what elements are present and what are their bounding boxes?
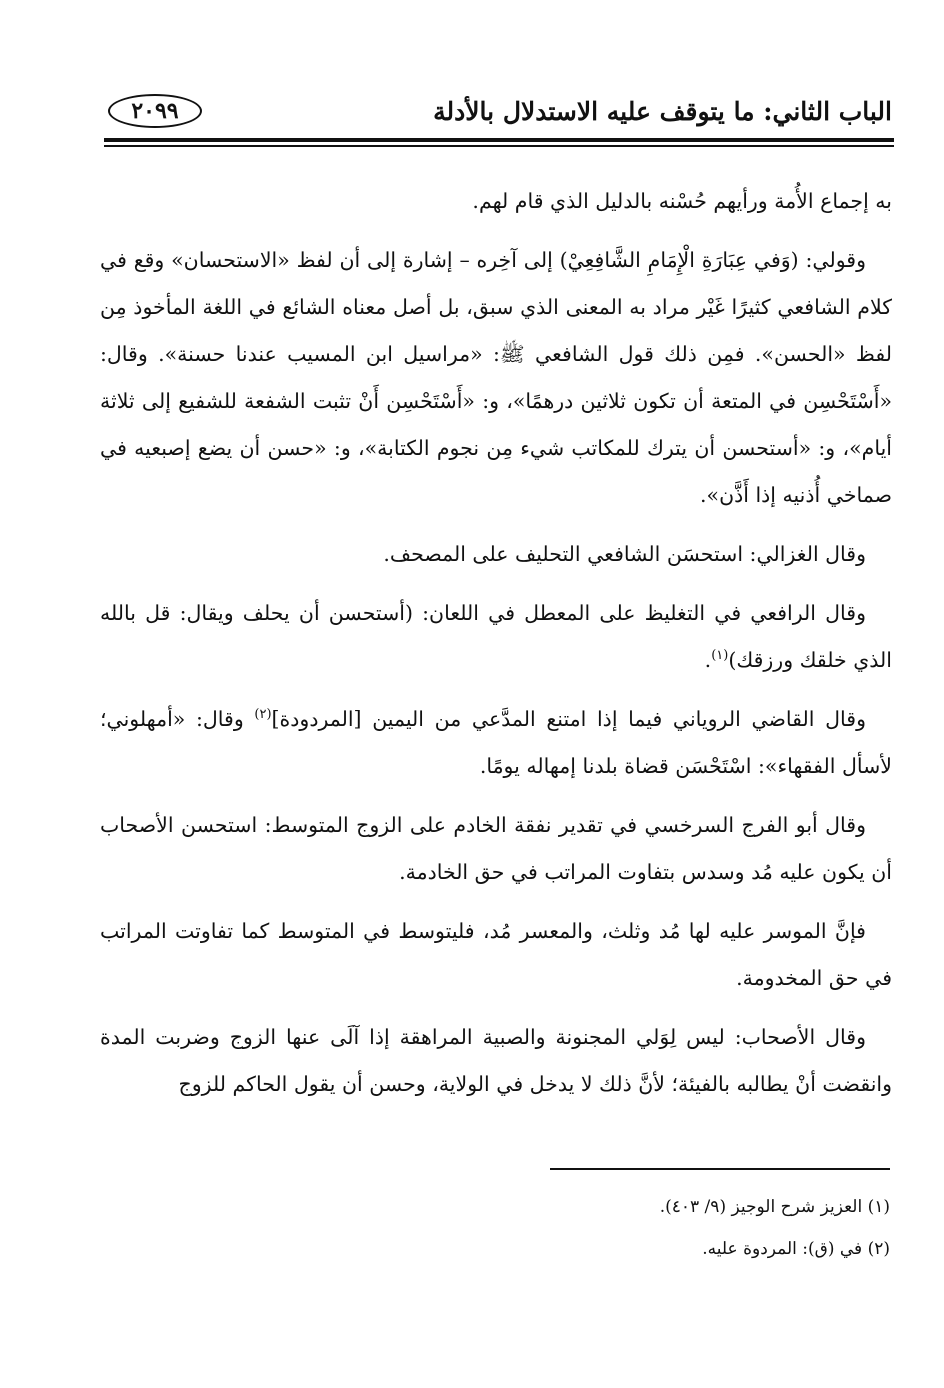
chapter-title: الباب الثاني: ما يتوقف عليه الاستدلال بالأدلة <box>433 97 892 126</box>
paragraph-6 <box>100 802 892 896</box>
running-header <box>108 92 892 136</box>
footnote-2: (٢) في (ق): المردوة عليه. <box>702 1239 890 1259</box>
paragraph-text-tail: وقال: «أمهلوني؛ لأسأل الفقهاء»: اسْتَحْسَن قضاة بلدنا إمهاله يومًا. <box>100 707 892 778</box>
paragraph-text: وقال القاضي الروياني فيما إذا امتنع المدَّعي من اليمين [المردودة] <box>271 707 866 731</box>
footnote-divider <box>550 1168 890 1170</box>
paragraph-3 <box>100 531 892 578</box>
page-number: ٢٠٩٩ <box>108 94 202 128</box>
paragraph-1 <box>100 178 892 225</box>
paragraph-4 <box>100 590 892 684</box>
paragraph-text-tail: . <box>704 648 712 672</box>
paragraph-7 <box>100 908 892 1002</box>
paragraph-text: وقال الغزالي: استحسَن الشافعي التحليف على المصحف. <box>383 542 866 566</box>
paragraph-text: وقال الأصحاب: ليس لِوَلي المجنونة والصبية المراهقة إذا آلَى عنها الزوج وضربت المدة وانقضت أنْ يطالبه بالفيئة؛ لأنَّ ذلك لا يدخل في الولاية، وحسن أن يقول الحاكم للزوج <box>100 1025 892 1096</box>
paragraph-2 <box>100 237 892 519</box>
header-rule-thin <box>104 145 894 147</box>
paragraph-text: وقال الرافعي في التغليظ على المعطل في اللعان: (أستحسن أن يحلف ويقال: قل بالله الذي خلقك ورزقك) <box>100 601 892 672</box>
paragraph-text: به إجماع الأُمة ورأيهم حُسْنه بالدليل الذي قام لهم. <box>472 189 892 213</box>
footnote-ref-1[interactable]: (١) <box>711 648 729 664</box>
footnote-1: (١) العزيز شرح الوجيز (٩/ ٤٠٣). <box>659 1197 890 1217</box>
paragraph-text: وقولي: (وَفي عِبَارَةِ الْإِمَامِ الشَّافِعِيْ) إلى آخِره – إشارة إلى أن لفظ «الاستحسان» وقع في كلام الشافعي كثيرًا غَيْر مراد به المعنى الذي سبق، بل أصل معناه الشائع في اللغة المأخوذ مِن لفظ «الحسن». فمِن ذلك قول الشافعي ﷺ: «مراسيل ابن المسيب عندنا حسنة». وقال: «أَسْتَحْسِن في المتعة أن تكون ثلاثين درهمًا»، و: «أَسْتَحْسِن أَنْ تثبت الشفعة للشفيع إلى ثلاثة أيام»، و: «أستحسن أن يترك للمكاتب شيء مِن نجوم الكتابة»، و: «حسن أن يضع إصبعيه في صماخي أُذنيه إذا أَذَّن». <box>100 248 892 507</box>
paragraph-8 <box>100 1014 892 1108</box>
paragraph-5 <box>100 696 892 790</box>
footnote-ref-2[interactable]: (٢) <box>254 707 272 723</box>
body-text <box>100 178 892 1120</box>
footnotes <box>100 1186 890 1270</box>
header-rule-thick <box>104 138 894 142</box>
paragraph-text: فإنَّ الموسر عليه لها مُد وثلث، والمعسر مُد، فليتوسط في المتوسط كما تفاوتت المراتب في حق المخدومة. <box>100 919 892 990</box>
paragraph-text: وقال أبو الفرج السرخسي في تقدير نفقة الخادم على الزوج المتوسط: استحسن الأصحاب أن يكون عليه مُد وسدس بتفاوت المراتب في حق الخادمة. <box>100 813 892 884</box>
